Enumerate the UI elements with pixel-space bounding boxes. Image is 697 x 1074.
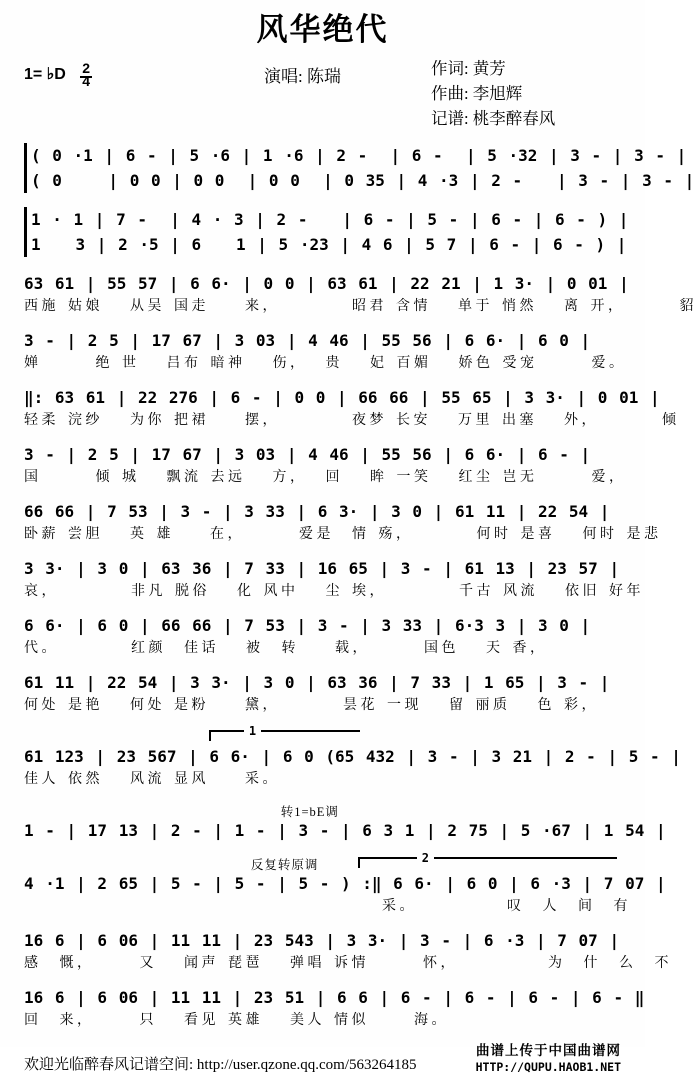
singer-credit: 演唱: 陈瑞 bbox=[264, 67, 341, 86]
notes-line: ( 0 ·1 | 6 - | 5 ·6 | 1 ·6 | 2 - | 6 - | 5 ·32 | 3 - | 3 - | bbox=[31, 146, 687, 165]
volta-bracket bbox=[358, 851, 617, 868]
pair-lines bbox=[31, 207, 628, 257]
staff-bracket bbox=[24, 143, 27, 193]
key-label: 1= ♭D bbox=[24, 66, 66, 84]
score-header bbox=[24, 56, 621, 131]
notes-line: 3 - | 2 5 | 17 67 | 3 03 | 4 46 | 55 56 | 6 6· | 6 0 | bbox=[24, 331, 591, 350]
key-change-annotation: 反复转原调 bbox=[250, 858, 319, 872]
notes-line: 3 3· | 3 0 | 63 36 | 7 33 | 16 65 | 3 - | 61 13 | 23 57 | bbox=[24, 559, 620, 578]
volta-bracket bbox=[209, 724, 360, 741]
volta-label: 1 bbox=[244, 724, 261, 738]
lyrics-line: 国 倾 城 飘流 去远 方， 回 眸 一笑 红尘 岂无 爱， bbox=[24, 470, 627, 485]
notes-line: 16 6 | 6 06 | 11 11 | 23 543 | 3 3· | 3 - | 6 ·3 | 7 07 | bbox=[24, 931, 620, 950]
key-change-annotation: 转1=bE调 bbox=[280, 805, 339, 819]
system-13 bbox=[24, 851, 666, 917]
notes-line: ( 0 | 0 0 | 0 0 | 0 0 | 0 35 | 4 ·3 | 2 - | 3 - | 3 - | bbox=[31, 171, 695, 190]
system-11 bbox=[24, 724, 681, 790]
notes-line: 1 - | 17 13 | 2 - | 1 - | 3 - | 6 3 1 | 2 75 | 5 ·67 | 1 54 | bbox=[24, 821, 666, 840]
time-signature-numerator: 2 bbox=[82, 60, 91, 76]
notes-line: 16 6 | 6 06 | 11 11 | 23 51 | 6 6 | 6 - | 6 - | 6 - | 6 - ‖ bbox=[24, 988, 645, 1007]
footer-qzone-url[interactable]: http://user.qzone.qq.com/563264185 bbox=[196, 1057, 417, 1074]
notes-line: ‖: 63 61 | 22 276 | 6 - | 0 0 | 66 66 | 55 65 | 3 3· | 0 01 | bbox=[24, 388, 660, 407]
system-4 bbox=[24, 328, 627, 374]
lyrics-line: 轻柔 浣纱 为你 把裙 摆， 夜梦 长安 万里 出塞 外， 倾 bbox=[24, 413, 680, 428]
system-7 bbox=[24, 499, 662, 545]
notes-line: 4 ·1 | 2 65 | 5 - | 5 - | 5 - ) :‖ 6 6· | 6 0 | 6 ·3 | 7 07 | bbox=[24, 874, 666, 893]
lyrics-line: 西施 姑娘 从吴 国走 来， 昭君 含情 单于 悄然 离 开， 貂 bbox=[24, 299, 697, 314]
lyrics-line: 卧薪 尝胆 英 雄 在， 爱是 情 殇， 何时 是喜 何时 是悲 bbox=[24, 527, 662, 542]
notes-line: 1 3 | 2 ·5 | 6 1 | 5 ·23 | 4 6 | 5 7 | 6 - | 6 - ) | bbox=[31, 235, 627, 254]
song-title: 风华绝代 bbox=[256, 12, 389, 47]
system-14 bbox=[24, 928, 672, 974]
footer-note bbox=[24, 1053, 416, 1074]
notes-line: 6 6· | 6 0 | 66 66 | 7 53 | 3 - | 3 33 | 6·3 3 | 3 0 | bbox=[24, 616, 591, 635]
footer-note-label: 欢迎光临醉春风记谱空间: bbox=[24, 1057, 197, 1074]
notes-line: 3 - | 2 5 | 17 67 | 3 03 | 4 46 | 55 56 | 6 6· | 6 - | bbox=[24, 445, 591, 464]
lyrics-line: 回 来， 只 看见 英雄 美人 情似 海。 bbox=[24, 1013, 449, 1028]
lyrics-line: 感 慨， 又 闻声 琵琶 弹唱 诉情 怀， 为 什 么 不 bbox=[24, 956, 672, 971]
system-9 bbox=[24, 613, 621, 659]
notes-line: 63 61 | 55 57 | 6 6· | 0 0 | 63 61 | 22 21 | 1 3· | 0 01 | bbox=[24, 274, 629, 293]
transcriber-credit: 记谱: 桃李醉春风 bbox=[431, 109, 556, 128]
notes-line: 1 · 1 | 7 - | 4 · 3 | 2 - | 6 - | 5 - | 6 - | 6 - ) | bbox=[31, 210, 629, 229]
staff-bracket bbox=[24, 207, 27, 257]
system-3 bbox=[24, 271, 697, 317]
system-2 bbox=[24, 207, 629, 257]
lyrics-line: 代。 红颜 佳话 被 转 载， 国色 天 香， bbox=[24, 641, 548, 656]
composer-credit: 作曲: 李旭辉 bbox=[431, 84, 523, 103]
time-signature bbox=[80, 62, 92, 88]
lyrics-line: 婵 绝 世 吕布 暗神 伤， 贵 妃 百媚 娇色 受宠 爱。 bbox=[24, 356, 627, 371]
time-signature-denominator: 4 bbox=[82, 73, 91, 89]
key-signature bbox=[24, 56, 174, 131]
system-8 bbox=[24, 556, 644, 602]
volta-label: 2 bbox=[417, 851, 434, 865]
system-1 bbox=[24, 143, 695, 193]
system-15 bbox=[24, 985, 645, 1031]
notes-line: 61 11 | 22 54 | 3 3· | 3 0 | 63 36 | 7 33 | 1 65 | 3 - | bbox=[24, 673, 610, 692]
notes-line: 61 123 | 23 567 | 6 6· | 6 0 (65 432 | 3 - | 3 21 | 2 - | 5 - | bbox=[24, 747, 681, 766]
lyrics-line: 佳人 依然 风流 显风 采。 bbox=[24, 772, 280, 787]
system-5 bbox=[24, 385, 680, 431]
pair-lines bbox=[31, 143, 694, 193]
system-10 bbox=[24, 670, 621, 716]
notation-body bbox=[24, 143, 697, 1042]
watermark-site-name: 曲谱上传于中国曲谱网 bbox=[476, 1043, 621, 1058]
lyrics-line: 何处 是艳 何处 是粉 黛， 昙花 一现 留 丽质 色 彩， bbox=[24, 698, 599, 713]
notes-line: 66 66 | 7 53 | 3 - | 3 33 | 6 3· | 3 0 | 61 11 | 22 54 | bbox=[24, 502, 610, 521]
lyricist-credit: 作词: 黄芳 bbox=[431, 59, 506, 78]
site-watermark bbox=[476, 1042, 621, 1074]
credits-block bbox=[431, 56, 621, 131]
lyrics-line: 哀， 非凡 脱俗 化 风中 尘 埃， 千古 风流 依旧 好年 bbox=[24, 584, 644, 599]
lyrics-line: 采。 叹 人 间 有 bbox=[382, 899, 631, 914]
page-footer bbox=[24, 1042, 621, 1074]
system-6 bbox=[24, 442, 627, 488]
watermark-site-url[interactable]: HTTP://QUPU.HAOB1.NET bbox=[475, 1059, 621, 1074]
system-12 bbox=[24, 801, 666, 843]
